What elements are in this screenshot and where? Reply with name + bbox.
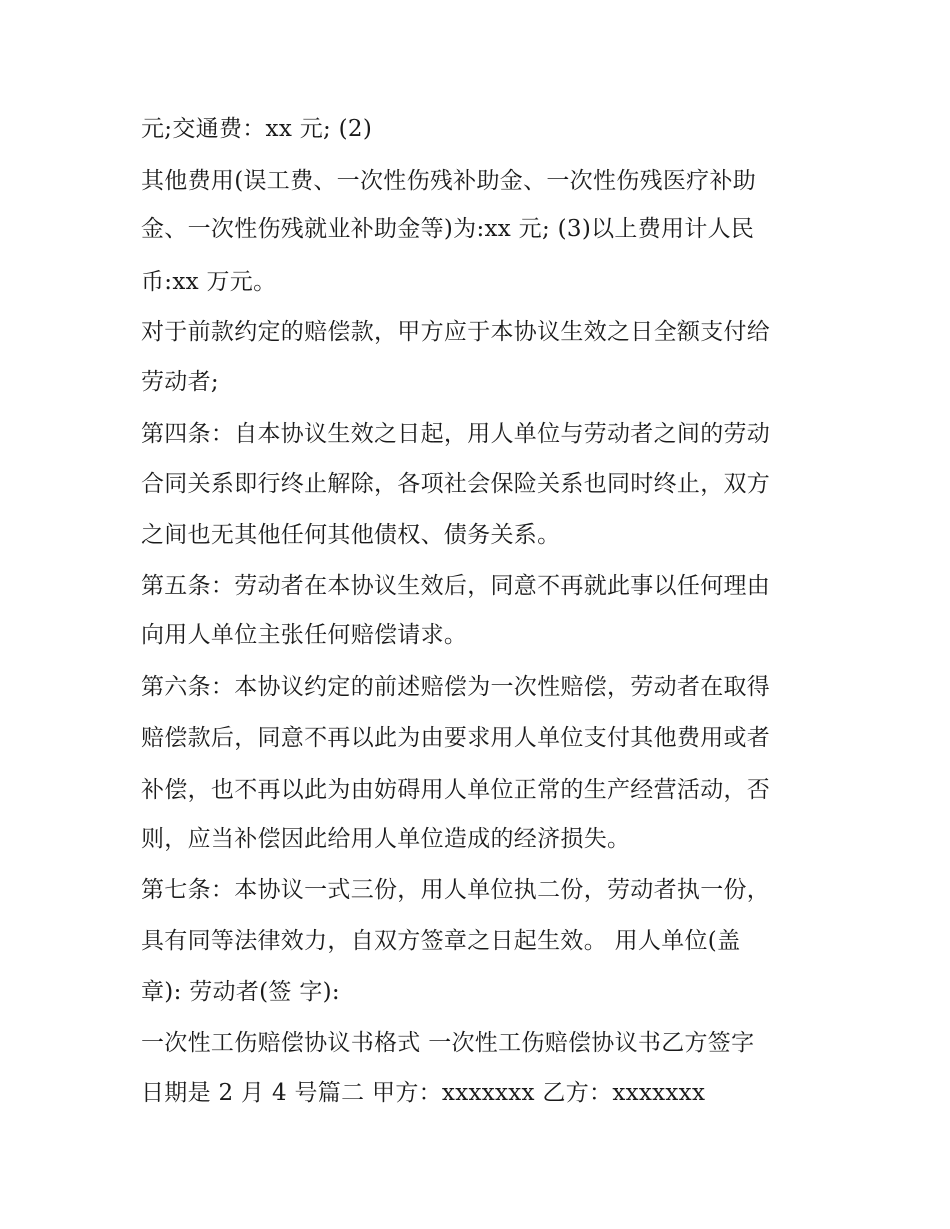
text-line: 第五条：劳动者在本协议生效后，同意不再就此事以任何理由: [141, 573, 771, 599]
text-line: 补偿，也不再以此为由妨碍用人单位正常的生产经营活动，否: [141, 777, 771, 803]
text-line: 第四条：自本协议生效之日起，用人单位与劳动者之间的劳动: [141, 421, 771, 447]
text-line: 赔偿款后，同意不再以此为由要求用人单位支付其他费用或者: [141, 725, 771, 751]
text-line: 之间也无其他任何其他债权、债务关系。: [141, 522, 561, 548]
text-line: 一次性工伤赔偿协议书格式 一次性工伤赔偿协议书乙方签字: [141, 1030, 755, 1056]
text-line: 元;交通费：xx 元; (2): [141, 116, 373, 142]
text-line: 合同关系即行终止解除，各项社会保险关系也同时终止，双方: [141, 471, 771, 497]
text-line: 币:xx 万元。: [141, 269, 277, 295]
text-line: 向用人单位主张任何赔偿请求。: [141, 622, 468, 648]
text-line: 具有同等法律效力，自双方签章之日起生效。 用人单位(盖: [141, 928, 741, 954]
text-line: 其他费用(误工费、一次性伤残补助金、一次性伤残医疗补助: [141, 168, 757, 194]
text-line: 对于前款约定的赔偿款，甲方应于本协议生效之日全额支付给: [141, 319, 771, 345]
text-line: 金、一次性伤残就业补助金等)为:xx 元; (3)以上费用计人民: [141, 216, 755, 242]
text-line: 劳动者;: [141, 369, 219, 395]
text-line: 第六条：本协议约定的前述赔偿为一次性赔偿，劳动者在取得: [141, 674, 771, 700]
text-line: 日期是 2 月 4 号篇二 甲方：xxxxxxx 乙方：xxxxxxx: [141, 1080, 706, 1106]
text-line: 第七条：本协议一式三份，用人单位执二份，劳动者执一份，: [141, 877, 771, 903]
text-line: 则，应当补偿因此给用人单位造成的经济损失。: [141, 826, 631, 852]
text-line: 章): 劳动者(签 字):: [141, 979, 340, 1005]
